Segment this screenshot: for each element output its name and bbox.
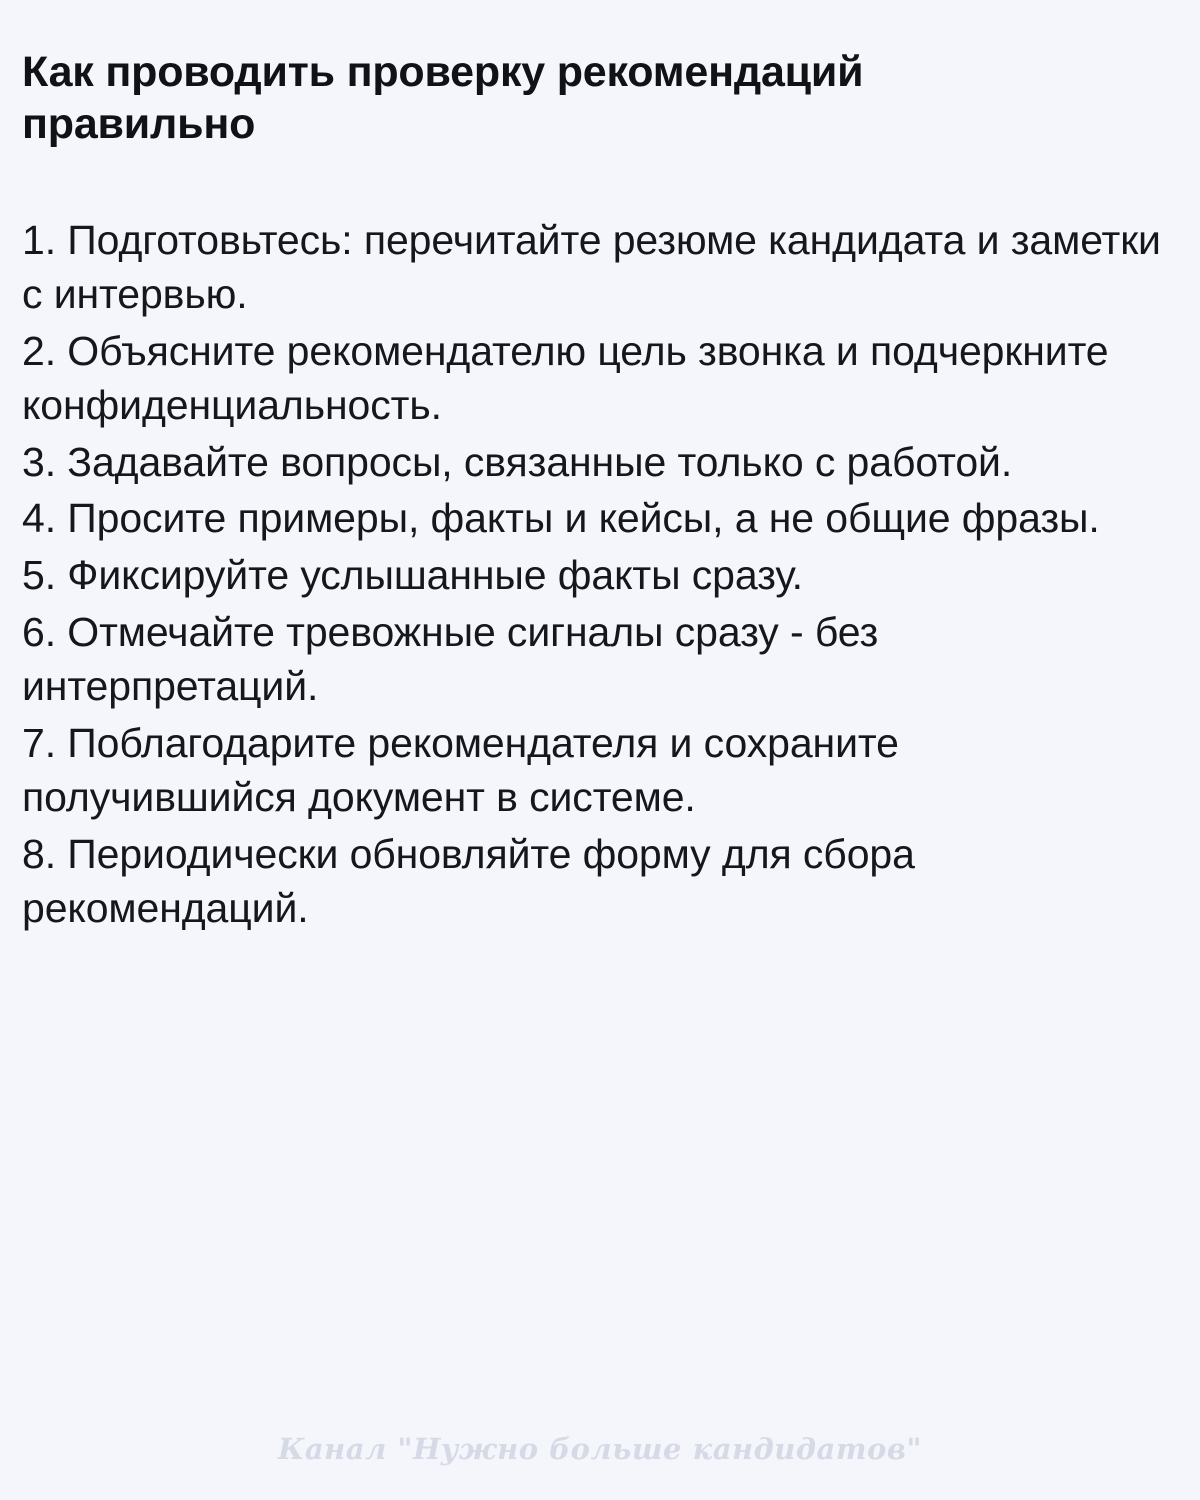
list-item: 2. Объясните рекомендателю цель звонка и подчеркните конфиденциальность. (22, 327, 1109, 429)
list-item: 3. Задавайте вопросы, связанные только с работой. (22, 438, 1013, 485)
list-item: 7. Поблагодарите рекомендателя и сохраните получившийся документ в системе. (22, 719, 899, 821)
title-list-spacer (22, 151, 1164, 213)
list-item: 8. Периодически обновляйте форму для сбора рекомендаций. (22, 830, 915, 932)
steps-list (22, 213, 1164, 936)
list-item: 6. Отмечайте тревожные сигналы сразу - без интерпретаций. (22, 608, 879, 710)
list-item: 1. Подготовьтесь: перечитайте резюме кандидата и заметки с интервью. (22, 216, 1161, 318)
list-item: 4. Просите примеры, факты и кейсы, а не общие фразы. (22, 495, 1100, 542)
page-title: Как проводить проверку рекомендаций правильно (22, 48, 864, 149)
list-item: 5. Фиксируйте услышанные факты сразу. (22, 552, 803, 598)
footer (0, 1432, 1200, 1466)
channel-watermark: Канал "Нужно больше кандидатов" (277, 1432, 923, 1466)
